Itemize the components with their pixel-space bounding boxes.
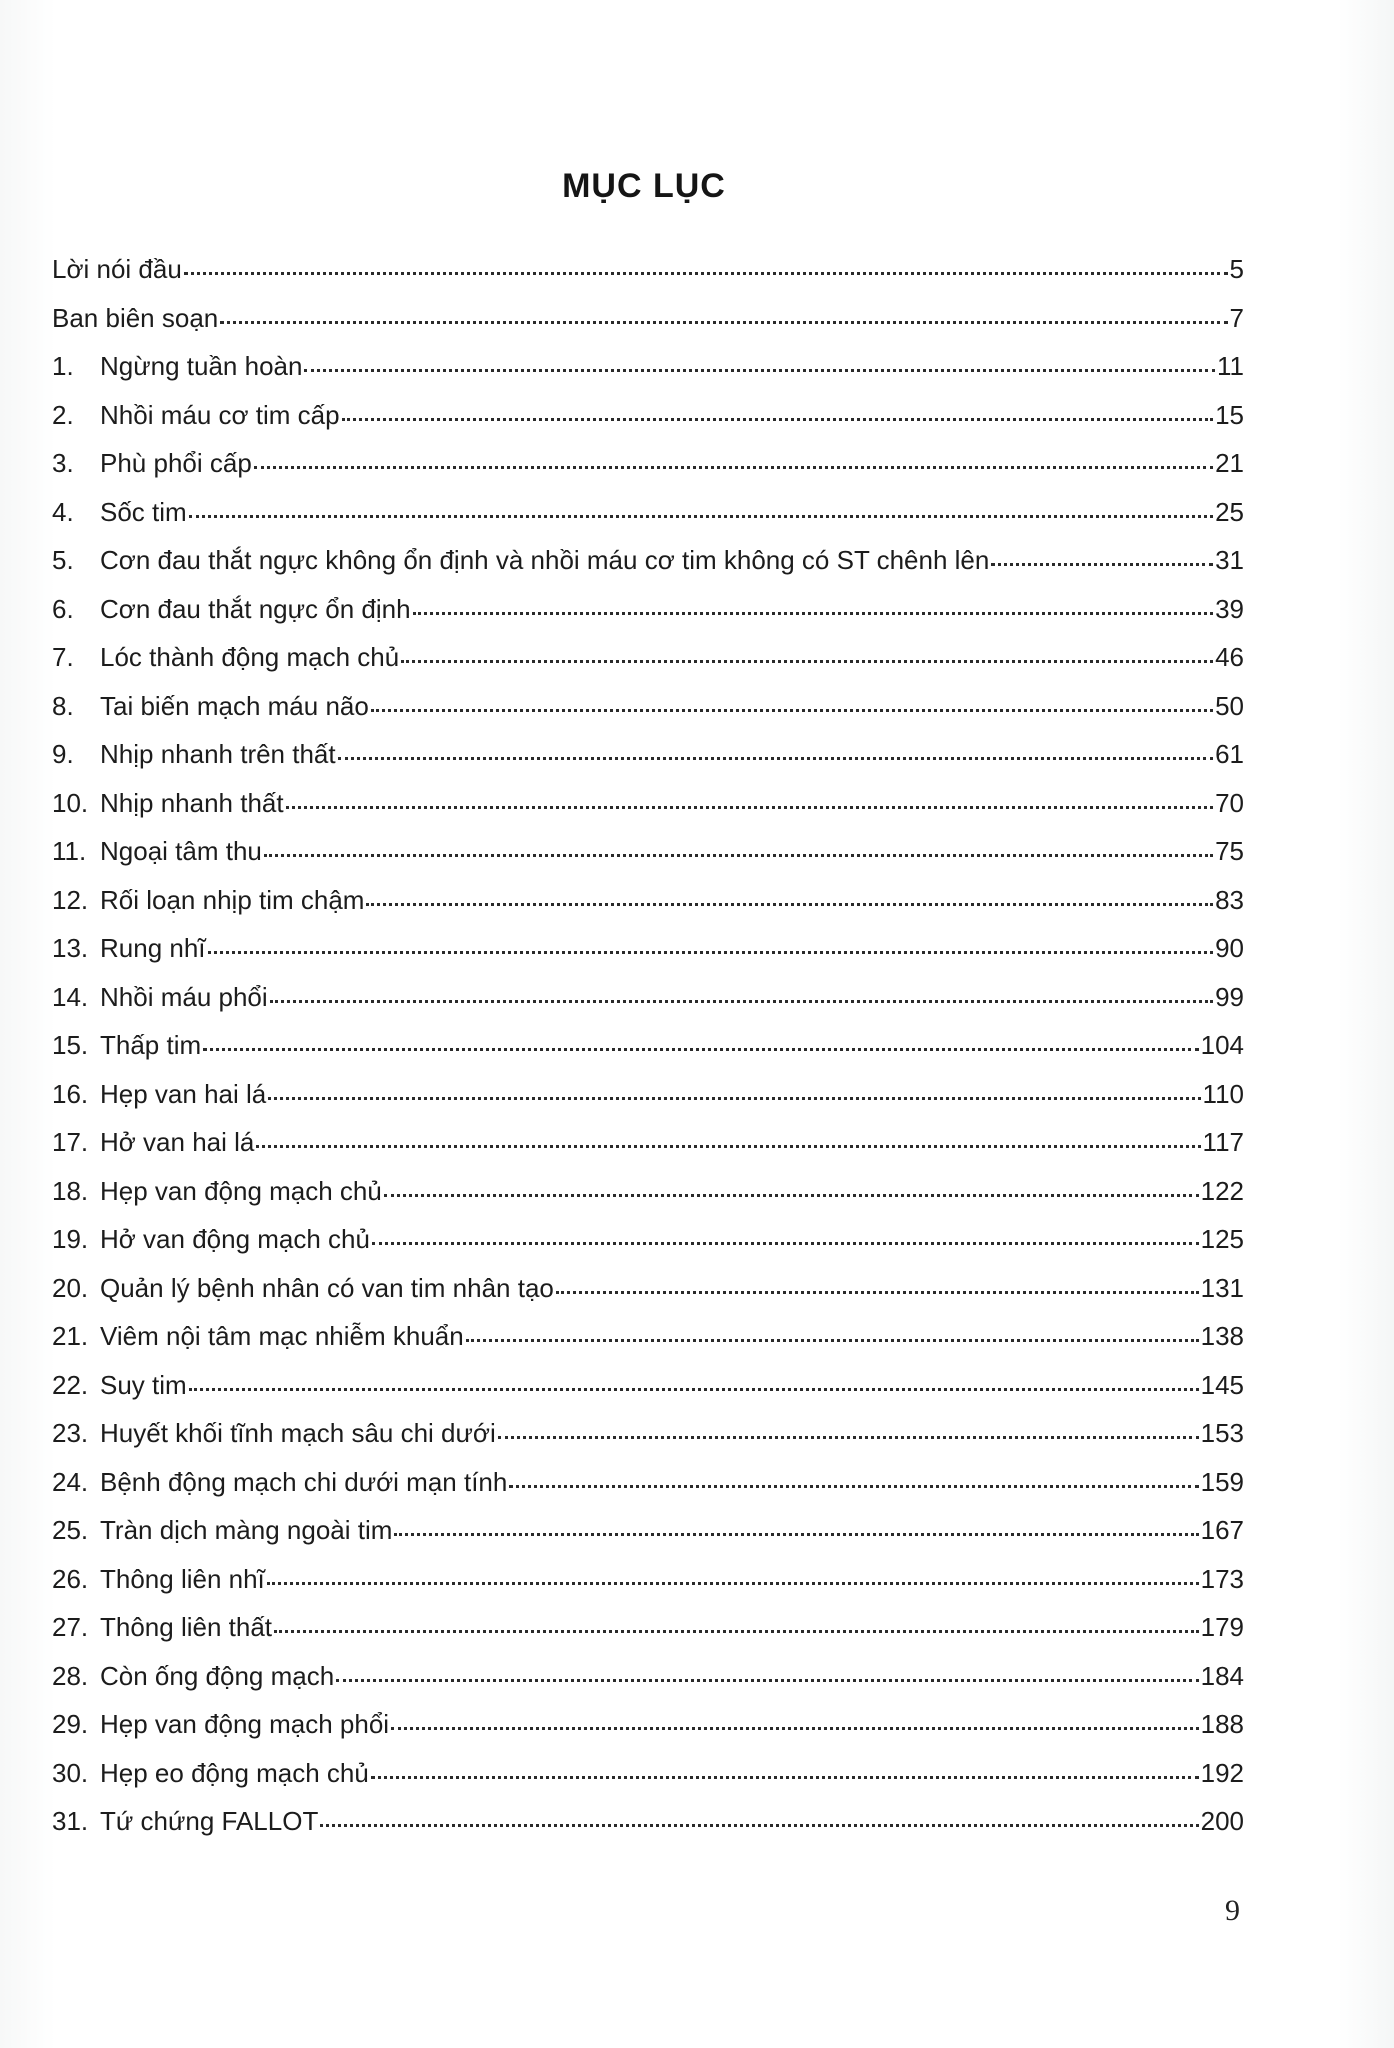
- toc-entry-page: 39: [1215, 593, 1244, 624]
- toc-entry-page: 21: [1215, 448, 1244, 478]
- toc-entry[interactable]: [52, 446, 1244, 495]
- toc-entry-label: Tứ chứng FALLOT: [100, 1806, 319, 1836]
- dot-leader: [256, 1144, 1200, 1148]
- toc-entry-number: 26.: [52, 1563, 89, 1594]
- toc-entry[interactable]: [52, 1659, 1244, 1708]
- toc-entry[interactable]: [52, 349, 1244, 398]
- toc-entry[interactable]: [52, 1174, 1244, 1223]
- toc-entry-number: 3.: [52, 448, 74, 478]
- toc-entry[interactable]: [52, 1416, 1244, 1465]
- dot-leader: [498, 1435, 1199, 1439]
- dot-leader: [338, 756, 1213, 760]
- dot-leader: [304, 368, 1215, 372]
- dot-leader: [270, 999, 1213, 1003]
- toc-entry-page: 61: [1215, 739, 1244, 769]
- toc-entry-number: 6.: [52, 593, 74, 624]
- toc-entry[interactable]: [52, 834, 1244, 883]
- toc-entry-page: 70: [1215, 787, 1244, 818]
- toc-entry[interactable]: [52, 1077, 1244, 1126]
- toc-entry-label: Cơn đau thắt ngực ổn định: [100, 593, 411, 624]
- toc-entry-page: 99: [1215, 981, 1244, 1012]
- toc-entry-label: Quản lý bệnh nhân có van tim nhân tạo: [100, 1272, 554, 1303]
- dot-leader: [220, 320, 1227, 324]
- dot-leader: [286, 805, 1213, 809]
- dot-leader: [384, 1193, 1199, 1197]
- toc-entry[interactable]: [52, 1756, 1244, 1805]
- toc-entry-label: Nhịp nhanh thất: [100, 787, 284, 818]
- toc-entry-number: 5.: [52, 545, 74, 575]
- page-title: MỤC LỤC: [562, 166, 726, 205]
- dot-leader: [371, 708, 1213, 712]
- toc-entry-number: 24.: [52, 1466, 89, 1497]
- toc-entry-page: 25: [1215, 496, 1244, 527]
- toc-entry-number: 13.: [52, 933, 89, 963]
- toc-entry-label: Sốc tim: [100, 496, 187, 527]
- toc-entry[interactable]: [52, 495, 1244, 544]
- dot-leader: [391, 1726, 1199, 1730]
- toc-entry-page: 159: [1200, 1466, 1244, 1497]
- toc-entry-number: 1.: [52, 351, 74, 381]
- dot-leader: [556, 1290, 1199, 1294]
- toc-entry-page: 117: [1202, 1127, 1244, 1157]
- toc-entry[interactable]: [52, 640, 1244, 689]
- toc-entry-number: 8.: [52, 690, 74, 721]
- page-number: 9: [1225, 1894, 1240, 1927]
- toc-entry-number: 10.: [52, 787, 89, 818]
- toc-entry-number: 19.: [52, 1224, 89, 1254]
- toc-entry-label: Thông liên thất: [100, 1612, 273, 1642]
- toc-entry[interactable]: [52, 592, 1244, 641]
- dot-leader: [208, 950, 1214, 954]
- toc-entry-page: 7: [1229, 302, 1244, 333]
- toc-entry[interactable]: [52, 1028, 1244, 1077]
- dot-leader: [184, 271, 1228, 275]
- toc-entry[interactable]: [52, 786, 1244, 835]
- toc-entry-number: 20.: [52, 1272, 89, 1303]
- toc-entry-page: 138: [1200, 1321, 1244, 1351]
- toc-entry-page: 122: [1200, 1175, 1244, 1206]
- toc-entry[interactable]: [52, 1707, 1244, 1756]
- toc-entry-page: 90: [1215, 933, 1244, 963]
- toc-entry-page: 104: [1200, 1030, 1244, 1060]
- dot-leader: [413, 611, 1214, 615]
- toc-entry-label: Tràn dịch màng ngoài tim: [100, 1515, 393, 1545]
- toc-entry-page: 145: [1200, 1369, 1244, 1400]
- toc-entry-label: Rung nhĩ: [100, 933, 206, 963]
- dot-leader: [189, 514, 1213, 518]
- toc-entry[interactable]: [52, 398, 1244, 447]
- toc-entry[interactable]: [52, 1562, 1244, 1611]
- toc-entry-number: 30.: [52, 1757, 89, 1788]
- dot-leader: [394, 1532, 1198, 1536]
- toc-entry-label: Bệnh động mạch chi dưới mạn tính: [100, 1466, 508, 1497]
- toc-entry-page: 179: [1200, 1612, 1244, 1642]
- toc-entry[interactable]: [52, 1465, 1244, 1514]
- toc-entry-number: 9.: [52, 739, 74, 769]
- toc-entry-page: 200: [1200, 1806, 1244, 1836]
- toc-entry-number: 12.: [52, 884, 89, 915]
- toc-entry-number: 4.: [52, 496, 74, 527]
- dot-leader: [264, 853, 1213, 857]
- toc-entry-label: Hẹp van hai lá: [100, 1078, 267, 1109]
- toc-entry-label: Huyết khối tĩnh mạch sâu chi dưới: [100, 1418, 496, 1448]
- dot-leader: [366, 902, 1213, 906]
- toc-entry[interactable]: [52, 1610, 1244, 1659]
- toc-entry-page: 125: [1200, 1224, 1244, 1254]
- toc-entry-label: Suy tim: [100, 1369, 187, 1400]
- dot-leader: [267, 1581, 1199, 1585]
- toc-entry-label: Còn ống động mạch: [100, 1660, 335, 1691]
- toc-entry[interactable]: [52, 931, 1244, 980]
- toc-entry[interactable]: [52, 301, 1244, 350]
- dot-leader: [254, 465, 1213, 469]
- toc-entry-label: Nhồi máu cơ tim cấp: [100, 399, 340, 430]
- toc-entry-page: 75: [1215, 836, 1244, 866]
- toc-entry-number: 2.: [52, 399, 74, 430]
- toc-entry-number: 7.: [52, 642, 74, 672]
- toc-entry-label: Hẹp eo động mạch chủ: [100, 1757, 369, 1788]
- dot-leader: [320, 1823, 1198, 1827]
- dot-leader: [401, 659, 1213, 663]
- toc-entry[interactable]: [52, 737, 1244, 786]
- toc-entry-number: 18.: [52, 1175, 89, 1206]
- dot-leader: [336, 1678, 1198, 1682]
- toc-entry-page: 184: [1200, 1660, 1244, 1691]
- toc-entry-number: 14.: [52, 981, 89, 1012]
- toc-entry-label: Nhồi máu phổi: [100, 981, 268, 1012]
- toc-entry[interactable]: [52, 1804, 1244, 1853]
- toc-entry[interactable]: [52, 1222, 1244, 1271]
- toc-entry[interactable]: [52, 980, 1244, 1029]
- dot-leader: [189, 1387, 1199, 1391]
- toc-entry-page: 11: [1217, 351, 1244, 381]
- toc-entry[interactable]: [52, 543, 1244, 592]
- toc-entry-label: Lóc thành động mạch chủ: [100, 642, 400, 672]
- toc-entry-label: Ban biên soạn: [52, 302, 219, 333]
- toc-entry-label: Tai biến mạch máu não: [100, 690, 369, 721]
- toc-entry-label: Nhịp nhanh trên thất: [100, 739, 336, 769]
- toc-entry-page: 46: [1215, 642, 1244, 672]
- dot-leader: [372, 1241, 1199, 1245]
- toc-entry-page: 110: [1202, 1078, 1244, 1109]
- toc-entry-page: 31: [1215, 545, 1244, 575]
- toc-entry[interactable]: [52, 1125, 1244, 1174]
- toc-entry-page: 83: [1215, 884, 1244, 915]
- toc-entry-page: 188: [1200, 1709, 1244, 1739]
- toc-entry-label: Ngừng tuần hoàn: [100, 351, 303, 381]
- dot-leader: [342, 417, 1214, 421]
- toc-entry-label: Phù phổi cấp: [100, 448, 252, 478]
- toc-entry-label: Hở van hai lá: [100, 1127, 255, 1157]
- toc-entry-page: 192: [1200, 1757, 1244, 1788]
- toc-entry-number: 16.: [52, 1078, 89, 1109]
- toc-entry-number: 15.: [52, 1030, 89, 1060]
- toc-entry-page: 15: [1215, 399, 1244, 430]
- toc-entry-number: 28.: [52, 1660, 89, 1691]
- toc-entry[interactable]: [52, 1271, 1244, 1320]
- toc-entry[interactable]: [52, 1513, 1244, 1562]
- toc-entry-number: 17.: [52, 1127, 89, 1157]
- toc-entry-number: 27.: [52, 1612, 89, 1642]
- toc-entry-label: Viêm nội tâm mạc nhiễm khuẩn: [100, 1321, 464, 1351]
- toc-entry[interactable]: [52, 689, 1244, 738]
- dot-leader: [371, 1775, 1199, 1779]
- dot-leader: [274, 1629, 1199, 1633]
- toc-entry-label: Lời nói đầu: [52, 254, 182, 284]
- toc-entry-label: Cơn đau thắt ngực không ổn định và nhồi máu cơ tim không có ST chênh lên: [100, 545, 990, 575]
- dot-leader: [203, 1047, 1198, 1051]
- toc-entry[interactable]: [52, 1368, 1244, 1417]
- toc-entry-label: Thông liên nhĩ: [100, 1563, 265, 1594]
- dot-leader: [991, 562, 1213, 566]
- toc-entry-page: 173: [1200, 1563, 1244, 1594]
- toc-entry-page: 5: [1229, 254, 1244, 284]
- toc-entry-label: Rối loạn nhịp tim chậm: [100, 884, 365, 915]
- toc-entry-page: 153: [1200, 1418, 1244, 1448]
- toc-entry-number: 31.: [52, 1806, 89, 1836]
- toc-entry-label: Hẹp van động mạch chủ: [100, 1175, 382, 1206]
- toc-entry-number: 21.: [52, 1321, 89, 1351]
- dot-leader: [509, 1484, 1198, 1488]
- toc-entry-label: Hẹp van động mạch phổi: [100, 1709, 390, 1739]
- toc-entry-label: Hở van động mạch chủ: [100, 1224, 370, 1254]
- toc-entry[interactable]: [52, 1319, 1244, 1368]
- toc-entry-number: 25.: [52, 1515, 89, 1545]
- toc-entry-number: 29.: [52, 1709, 89, 1739]
- toc-entry-page: 131: [1200, 1272, 1244, 1303]
- toc-entry[interactable]: [52, 883, 1244, 932]
- toc-entry-label: Ngoại tâm thu: [100, 836, 262, 866]
- toc-entry-page: 50: [1215, 690, 1244, 721]
- dot-leader: [268, 1096, 1200, 1100]
- toc-entry-number: 11.: [52, 836, 87, 866]
- toc-entry-number: 22.: [52, 1369, 89, 1400]
- toc-entry-number: 23.: [52, 1418, 89, 1448]
- toc-entry-page: 167: [1200, 1515, 1244, 1545]
- toc-entry-label: Thấp tim: [100, 1030, 202, 1060]
- toc-entry[interactable]: [52, 252, 1244, 301]
- table-of-contents: [52, 252, 1244, 1853]
- dot-leader: [466, 1338, 1199, 1342]
